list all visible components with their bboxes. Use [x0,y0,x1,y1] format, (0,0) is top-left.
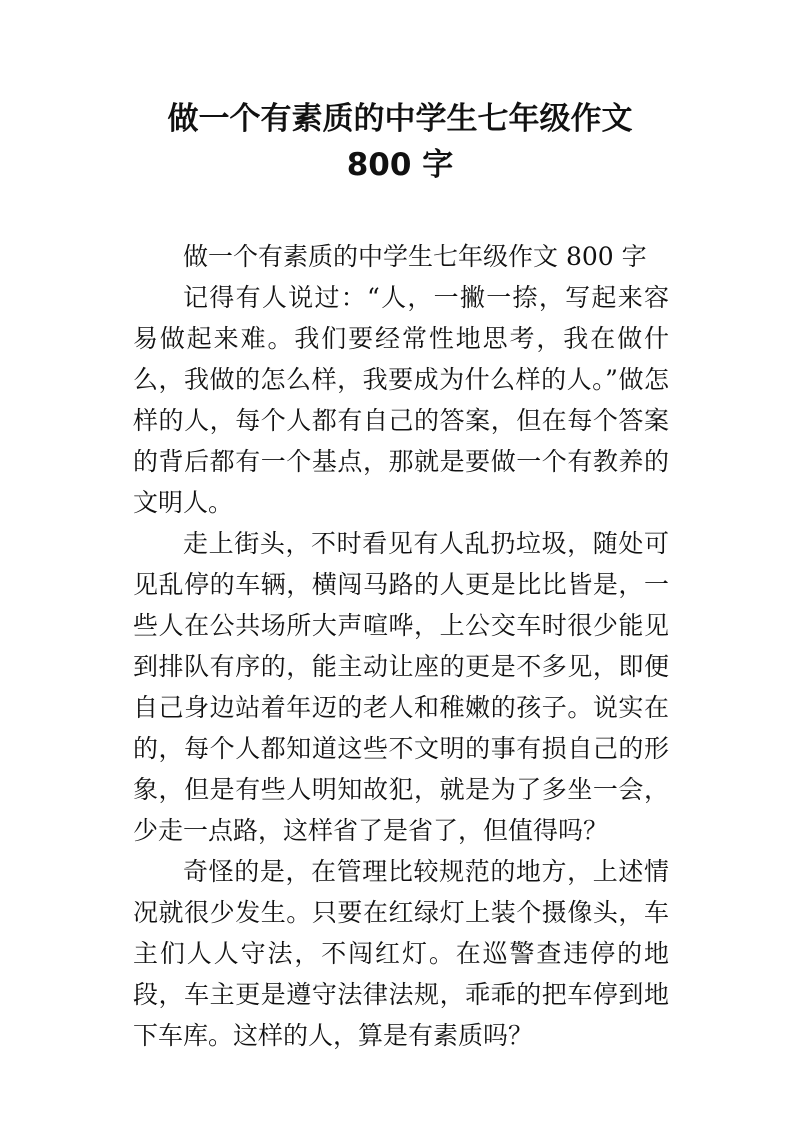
document-body [133,236,669,1056]
body-paragraph: 走上街头，不时看见有人乱扔垃圾，随处可见乱停的车辆，横闯马路的人更是比比皆是，一些人在公共场所大声喧哗，上公交车时很少能见到排队有序的，能主动让座的更是不多见，即便自己身边站着年迈的老人和稚嫩的孩子。说实在的，每个人都知道这些不文明的事有损自己的形象，但是有些人明知故犯，就是为了多坐一会，少走一点路，这样省了是省了，但值得吗？ [133,529,669,845]
body-paragraph: 记得有人说过：“人，一撇一捺，写起来容易做起来难。我们要经常性地思考，我在做什么，我做的怎么样，我要成为什么样的人。”做怎样的人，每个人都有自己的答案，但在每个答案的背后都有一个基点，那就是要做一个有教养的文明人。 [133,283,669,517]
subtitle-paragraph: 做一个有素质的中学生七年级作文 800 字 [183,242,647,271]
title-line-2: 800 字 [346,147,454,183]
document-title [0,96,800,188]
body-paragraph: 奇怪的是，在管理比较规范的地方，上述情况就很少发生。只要在红绿灯上装个摄像头，车主们人人守法，不闯红灯。在巡警查违停的地段，车主更是遵守法律法规，乖乖的把车停到地下车库。这样的人，算是有素质吗？ [133,857,669,1050]
title-line-1: 做一个有素质的中学生七年级作文 [167,101,633,137]
